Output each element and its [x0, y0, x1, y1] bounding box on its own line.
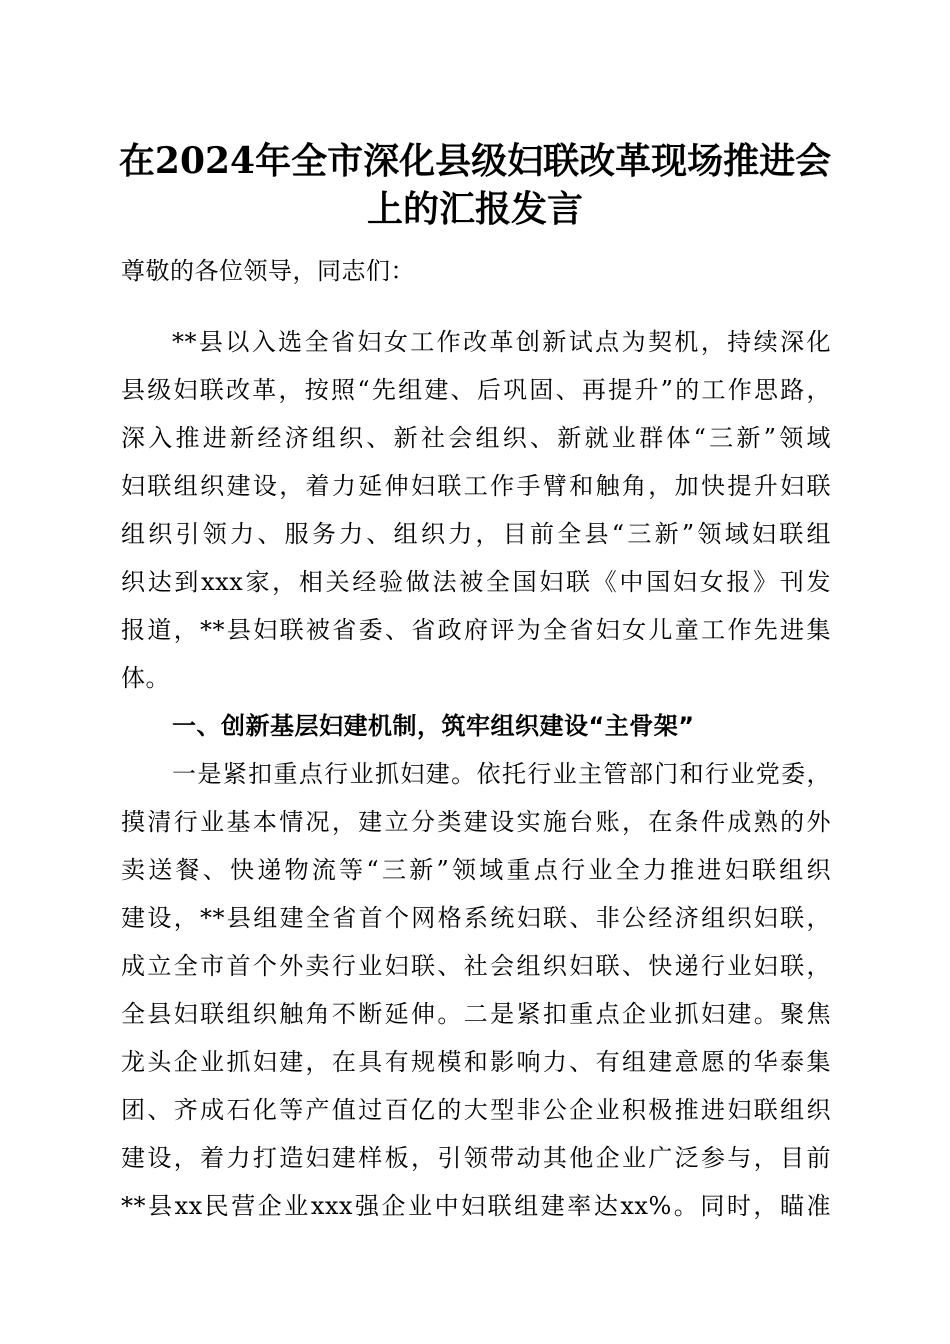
paragraph-line: 妇联组织建设，着力延伸妇联工作手臂和触角，加快提升妇联	[121, 472, 831, 500]
paragraph-line: 一是紧扣重点行业抓妇建。依托行业主管部门和行业党委，	[172, 760, 831, 788]
paragraph-line: 组织引领力、服务力、组织力，目前全县“三新”领域妇联组	[121, 520, 831, 548]
paragraph-line: 团、齐成石化等产值过百亿的大型非公企业积极推进妇联组织	[121, 1096, 831, 1124]
document-title-line-1: 在2024年全市深化县级妇联改革现场推进会	[118, 140, 832, 182]
paragraph-line: 成立全市首个外卖行业妇联、社会组织妇联、快递行业妇联，	[121, 952, 831, 980]
paragraph-line: 摸清行业基本情况，建立分类建设实施台账，在条件成熟的外	[121, 808, 831, 836]
paragraph-line: 报道，**县妇联被省委、省政府评为全省妇女儿童工作先进集	[121, 616, 831, 644]
paragraph-line: **县以入选全省妇女工作改革创新试点为契机，持续深化	[172, 328, 831, 356]
paragraph-line: 全县妇联组织触角不断延伸。二是紧扣重点企业抓妇建。聚焦	[121, 1000, 831, 1028]
paragraph-line: 体。	[121, 664, 170, 692]
section-heading: 一、创新基层妇建机制，筑牢组织建设“主骨架”	[172, 712, 695, 740]
salutation: 尊敬的各位领导，同志们：	[121, 257, 415, 285]
paragraph-line: **县xx民营企业xxx强企业中妇联组建率达xx%。同时，瞄准	[121, 1192, 831, 1220]
paragraph-line: 卖送餐、快递物流等“三新”领域重点行业全力推进妇联组织	[121, 856, 831, 884]
paragraph-line: 建设，着力打造妇建样板，引领带动其他企业广泛参与，目前	[121, 1144, 831, 1172]
paragraph-line: 深入推进新经济组织、新社会组织、新就业群体“三新”领域	[121, 424, 831, 452]
document-title-line-2: 上的汇报发言	[366, 188, 583, 230]
paragraph-line: 县级妇联改革，按照“先组建、后巩固、再提升”的工作思路，	[121, 376, 831, 404]
paragraph-line: 龙头企业抓妇建，在具有规模和影响力、有组建意愿的华泰集	[121, 1048, 831, 1076]
paragraph-line: 织达到xxx家，相关经验做法被全国妇联《中国妇女报》刊发	[121, 568, 831, 596]
paragraph-line: 建设，**县组建全省首个网格系统妇联、非公经济组织妇联，	[121, 904, 831, 932]
